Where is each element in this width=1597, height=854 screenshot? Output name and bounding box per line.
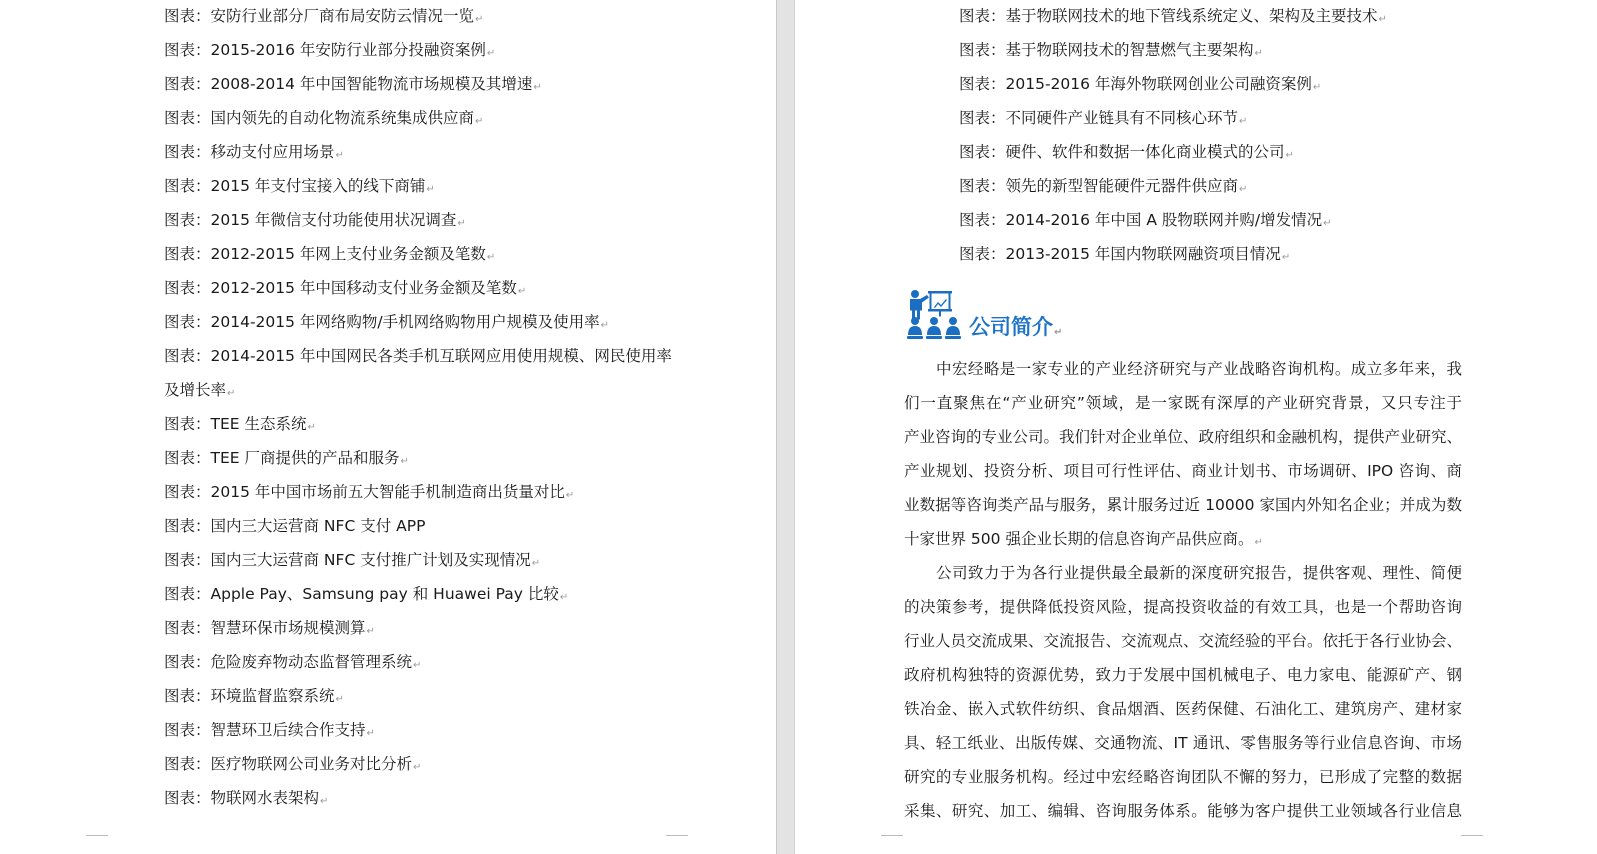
figure-list-item xyxy=(164,414,316,434)
line-text: 图表：2015 年支付宝接入的线下商铺 xyxy=(164,177,426,195)
line-text: 的决策参考，提供降低投资风险，提高投资收益的有效工具，也是一个帮助咨询 xyxy=(904,598,1462,616)
paragraph-mark: ↵ xyxy=(366,728,375,739)
line-text: 图表：2012-2015 年网上支付业务金额及笔数 xyxy=(164,245,486,263)
paragraph-line xyxy=(904,801,1462,821)
paragraph-line xyxy=(904,529,1462,549)
line-text: 图表：医疗物联网公司业务对比分析 xyxy=(164,755,413,773)
figure-list-item xyxy=(164,720,375,740)
page-corner-mark xyxy=(1461,835,1483,836)
figure-list-item xyxy=(959,142,1294,162)
line-text: 研究的专业服务机构。经过中宏经略咨询团队不懈的努力，已形成了完整的数据 xyxy=(904,768,1462,786)
figure-list-item xyxy=(959,244,1290,264)
paragraph-mark: ↵ xyxy=(565,490,575,501)
paragraph-mark: ↵ xyxy=(1254,537,1263,548)
paragraph-mark: ↵ xyxy=(1254,48,1263,59)
line-text: 图表：基于物联网技术的智慧燃气主要架构 xyxy=(959,41,1254,59)
paragraph-line xyxy=(904,393,1462,413)
paragraph-line xyxy=(936,359,1462,379)
paragraph-line xyxy=(904,699,1462,719)
figure-list-item xyxy=(164,380,235,400)
paragraph-mark: ↵ xyxy=(1054,327,1063,338)
line-text: 图表：国内领先的自动化物流系统集成供应商 xyxy=(164,109,475,127)
figure-list-item xyxy=(164,482,574,502)
paragraph-mark: ↵ xyxy=(559,592,569,603)
figure-list-item xyxy=(164,40,495,60)
paragraph-mark: ↵ xyxy=(1285,150,1294,161)
line-text: 图表：2015-2016 年安防行业部分投融资案例 xyxy=(164,41,486,59)
line-text: 图表：不同硬件产业链具有不同核心环节 xyxy=(959,109,1239,127)
paragraph-mark: ↵ xyxy=(1239,184,1248,195)
figure-list-item xyxy=(164,754,421,774)
paragraph-mark: ↵ xyxy=(307,422,316,433)
line-text: 图表：国内三大运营商 NFC 支付 APP xyxy=(164,517,426,535)
paragraph-line xyxy=(936,563,1462,583)
paragraph-mark: ↵ xyxy=(600,320,610,331)
paragraph-mark: ↵ xyxy=(475,116,484,127)
figure-list-item xyxy=(959,108,1247,128)
figure-list-item xyxy=(164,108,483,128)
line-text: 采集、研究、加工、编辑、咨询服务体系。能够为客户提供工业领域各行业信息 xyxy=(904,802,1462,820)
figure-list-item xyxy=(164,788,328,808)
figure-list-item xyxy=(164,176,435,196)
figure-list-item xyxy=(164,142,344,162)
paragraph-line xyxy=(904,631,1462,651)
paragraph-mark: ↵ xyxy=(320,796,329,807)
figure-list-item xyxy=(959,6,1387,26)
line-text: 图表：基于物联网技术的地下管线系统定义、架构及主要技术 xyxy=(959,7,1378,25)
line-text: 政府机构独特的资源优势，致力于发展中国机械电子、电力家电、能源矿产、钢 xyxy=(904,666,1462,684)
paragraph-line xyxy=(904,767,1462,787)
paragraph-mark: ↵ xyxy=(517,286,527,297)
figure-list-item xyxy=(164,550,540,570)
paragraph-mark: ↵ xyxy=(335,150,344,161)
figure-list-item xyxy=(959,176,1247,196)
paragraph-mark: ↵ xyxy=(1281,252,1291,263)
figure-list-item xyxy=(959,40,1263,60)
line-text: 图表：2012-2015 年中国移动支付业务金额及笔数 xyxy=(164,279,517,297)
line-text: 图表：2014-2015 年中国网民各类手机互联网应用使用规模、网民使用率 xyxy=(164,347,672,365)
line-text: 图表：2008-2014 年中国智能物流市场规模及其增速 xyxy=(164,75,533,93)
figure-list-item xyxy=(959,74,1321,94)
paragraph-mark: ↵ xyxy=(1378,14,1387,25)
paragraph-line xyxy=(904,597,1462,617)
line-text: 图表：TEE 生态系统 xyxy=(164,415,307,433)
page-corner-mark xyxy=(86,835,108,836)
figure-list-item xyxy=(164,74,542,94)
line-text: 图表：危险废弃物动态监督管理系统 xyxy=(164,653,413,671)
paragraph-mark: ↵ xyxy=(426,184,435,195)
paragraph-mark: ↵ xyxy=(1239,116,1248,127)
figure-list-item xyxy=(164,652,421,672)
paragraph-line xyxy=(904,665,1462,685)
figure-list-item xyxy=(164,618,375,638)
line-text: 图表：移动支付应用场景 xyxy=(164,143,335,161)
line-text: 图表：领先的新型智能硬件元器件供应商 xyxy=(959,177,1239,195)
figure-list-item xyxy=(164,210,466,230)
paragraph-mark: ↵ xyxy=(531,558,541,569)
paragraph-mark: ↵ xyxy=(227,388,236,399)
paragraph-line xyxy=(904,733,1462,753)
line-text: 们一直聚焦在“产业研究”领域，是一家既有深厚的产业研究背景，又只专注于 xyxy=(904,394,1462,412)
line-text: 十家世界 500 强企业长期的信息咨询产品供应商。 xyxy=(904,530,1254,548)
line-text: 图表：硬件、软件和数据一体化商业模式的公司 xyxy=(959,143,1285,161)
line-text: 图表：2015-2016 年海外物联网创业公司融资案例 xyxy=(959,75,1312,93)
line-text: 图表：2013-2015 年国内物联网融资项目情况 xyxy=(959,245,1281,263)
figure-list-item xyxy=(164,516,425,536)
paragraph-mark: ↵ xyxy=(457,218,466,229)
line-text: 行业人员交流成果、交流报告、交流观点、交流经验的平台。依托于各行业协会、 xyxy=(904,632,1463,650)
line-text: 图表：安防行业部分厂商布局安防云情况一览 xyxy=(164,7,475,25)
paragraph-mark: ↵ xyxy=(1323,218,1332,229)
line-text: 具、轻工纸业、出版传媒、交通物流、IT 通讯、零售服务等行业信息咨询、市场 xyxy=(904,734,1462,752)
paragraph-mark: ↵ xyxy=(1312,82,1322,93)
figure-list-item xyxy=(164,584,568,604)
line-text: 图表：2015 年微信支付功能使用状况调查 xyxy=(164,211,457,229)
paragraph-mark: ↵ xyxy=(486,48,496,59)
line-text: 图表：TEE 厂商提供的产品和服务 xyxy=(164,449,400,467)
presentation-audience-icon xyxy=(907,288,961,340)
figure-list-item xyxy=(164,346,672,366)
figure-list-item xyxy=(959,210,1331,230)
paragraph-mark: ↵ xyxy=(413,660,422,671)
line-text: 图表：Apple Pay、Samsung pay 和 Huawei Pay 比较 xyxy=(164,585,559,603)
page-corner-mark xyxy=(881,835,903,836)
line-text: 图表：2014-2015 年网络购物/手机网络购物用户规模及使用率 xyxy=(164,313,600,331)
line-text: 公司致力于为各行业提供最全最新的深度研究报告，提供客观、理性、简便 xyxy=(936,564,1462,582)
paragraph-mark: ↵ xyxy=(413,762,422,773)
line-text: 图表：国内三大运营商 NFC 支付推广计划及实现情况 xyxy=(164,551,531,569)
document-page-left[interactable] xyxy=(0,0,776,854)
line-text: 图表：智慧环保市场规模测算 xyxy=(164,619,366,637)
line-text: 铁冶金、嵌入式软件纺织、食品烟酒、医药保健、石油化工、建筑房产、建材家 xyxy=(904,700,1462,718)
paragraph-mark: ↵ xyxy=(486,252,496,263)
paragraph-mark: ↵ xyxy=(366,626,375,637)
paragraph-line xyxy=(904,495,1462,515)
line-text: 图表：智慧环卫后续合作支持 xyxy=(164,721,366,739)
figure-list-item xyxy=(164,686,344,706)
figure-list-item xyxy=(164,244,495,264)
paragraph-line xyxy=(904,427,1462,447)
line-text: 及增长率 xyxy=(164,381,227,399)
line-text: 中宏经略是一家专业的产业经济研究与产业战略咨询机构。成立多年来，我 xyxy=(936,360,1462,378)
section-heading-title: 公司简介↵ xyxy=(969,315,1063,339)
page-gutter xyxy=(776,0,795,854)
line-text: 业数据等咨询类产品与服务，累计服务过近 10000 家国内外知名企业；并成为数 xyxy=(904,496,1462,514)
paragraph-mark: ↵ xyxy=(475,14,484,25)
figure-list-item xyxy=(164,312,609,332)
figure-list-item xyxy=(164,278,526,298)
figure-list-item xyxy=(164,448,409,468)
page-corner-mark xyxy=(666,835,688,836)
line-text: 图表：2015 年中国市场前五大智能手机制造商出货量对比 xyxy=(164,483,565,501)
paragraph-mark: ↵ xyxy=(533,82,542,93)
line-text: 产业规划、投资分析、项目可行性评估、商业计划书、市场调研、IPO 咨询、商 xyxy=(904,462,1462,480)
line-text: 图表：物联网水表架构 xyxy=(164,789,320,807)
paragraph-line xyxy=(904,461,1462,481)
line-text: 图表：环境监督监察系统 xyxy=(164,687,335,705)
figure-list-item xyxy=(164,6,483,26)
line-text: 产业咨询的专业公司。我们针对企业单位、政府组织和金融机构，提供产业研究、 xyxy=(904,428,1463,446)
paragraph-mark: ↵ xyxy=(335,694,344,705)
line-text: 图表：2014-2016 年中国 A 股物联网并购/增发情况 xyxy=(959,211,1323,229)
paragraph-mark: ↵ xyxy=(400,456,409,467)
